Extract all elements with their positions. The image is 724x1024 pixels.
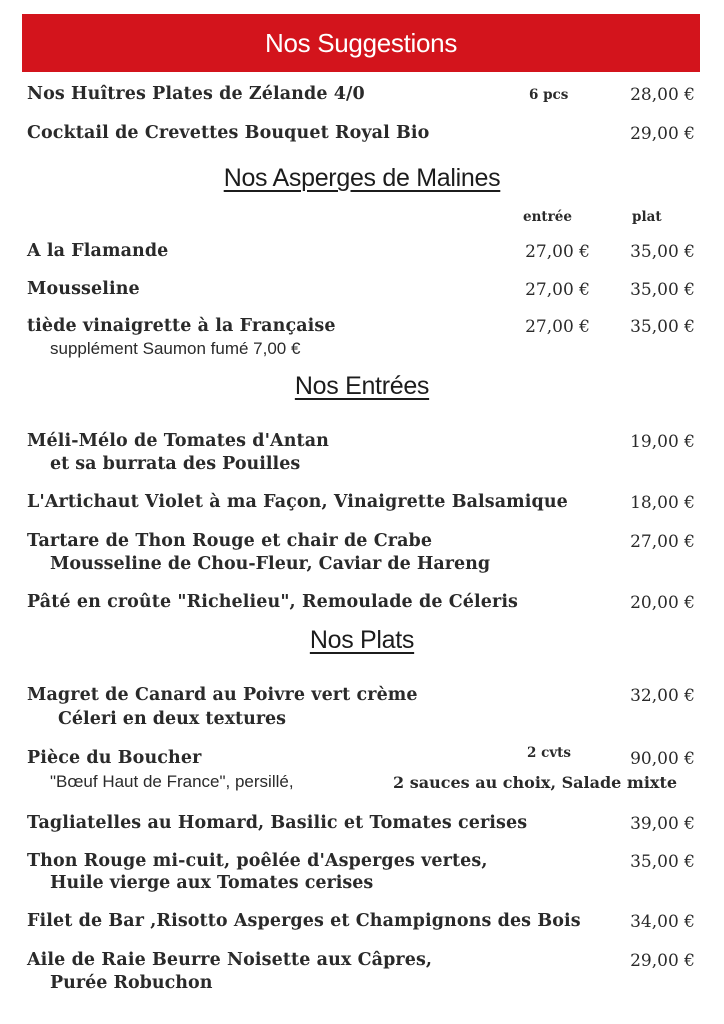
menu-item-name: Pâté en croûte "Richelieu", Remoulade de Céleris: [27, 592, 519, 612]
menu-item-price-plat: 35,00 €: [630, 280, 695, 300]
menu-item-price: 19,00 €: [630, 432, 695, 452]
menu-item-description: Purée Robuchon: [50, 973, 213, 993]
menu-item-description: Céleri en deux textures: [58, 709, 287, 729]
menu-item-price-entree: 27,00 €: [525, 317, 590, 337]
menu-item-price: 28,00 €: [630, 85, 695, 105]
menu-item-price-plat: 35,00 €: [630, 242, 695, 262]
menu-item-price: 29,00 €: [630, 124, 695, 144]
menu-item-price: 27,00 €: [630, 532, 695, 552]
menu-item-name: Cocktail de Crevettes Bouquet Royal Bio: [27, 123, 430, 143]
menu-item-quantity: 6 pcs: [529, 87, 569, 103]
menu-item-price-plat: 35,00 €: [630, 317, 695, 337]
menu-item-description: "Bœuf Haut de France", persillé,: [50, 772, 294, 791]
menu-item-price: 34,00 €: [630, 912, 695, 932]
menu-item-name: Mousseline: [27, 279, 140, 299]
menu-item-price: 29,00 €: [630, 951, 695, 971]
menu-item-supplement: supplément Saumon fumé 7,00 €: [50, 339, 301, 358]
column-header-plat: plat: [632, 209, 662, 225]
suggestions-banner: [22, 14, 700, 72]
menu-item-description: Huile vierge aux Tomates cerises: [50, 873, 374, 893]
menu-item-price: 39,00 €: [630, 814, 695, 834]
suggestions-title: Nos Suggestions: [264, 27, 458, 58]
menu-item-description: et sa burrata des Pouilles: [50, 454, 301, 474]
menu-item-name: Thon Rouge mi-cuit, poêlée d'Asperges vertes,: [27, 851, 488, 871]
menu-item-name: tiède vinaigrette à la Française: [27, 316, 336, 336]
column-header-entree: entrée: [523, 209, 572, 225]
menu-item-name: Filet de Bar ,Risotto Asperges et Champignons des Bois: [27, 911, 581, 931]
menu-item-price: 20,00 €: [630, 593, 695, 613]
menu-item-price-entree: 27,00 €: [525, 242, 590, 262]
menu-item-name: Méli-Mélo de Tomates d'Antan: [27, 431, 329, 451]
menu-item-name: Tartare de Thon Rouge et chair de Crabe: [27, 531, 433, 551]
menu-item-name: Pièce du Boucher: [27, 748, 202, 768]
menu-item-name: Nos Huîtres Plates de Zélande 4/0: [27, 84, 365, 104]
menu-item-description-sauces: 2 sauces au choix, Salade mixte: [393, 773, 678, 792]
section-heading-entrees: Nos Entrées: [294, 372, 430, 400]
section-heading-plats: Nos Plats: [309, 626, 415, 654]
menu-item-price: 18,00 €: [630, 493, 695, 513]
menu-item-name: Tagliatelles au Homard, Basilic et Tomates cerises: [27, 813, 528, 833]
menu-item-name: A la Flamande: [27, 241, 169, 261]
menu-item-name: Aile de Raie Beurre Noisette aux Câpres,: [27, 950, 433, 970]
section-heading-asperges: Nos Asperges de Malines: [223, 164, 501, 192]
menu-item-price-entree: 27,00 €: [525, 280, 590, 300]
menu-item-price: 90,00 €: [630, 749, 695, 769]
menu-item-name: Magret de Canard au Poivre vert crème: [27, 685, 418, 705]
menu-item-name: L'Artichaut Violet à ma Façon, Vinaigrette Balsamique: [27, 492, 568, 512]
menu-item-price: 35,00 €: [630, 852, 695, 872]
menu-item-price: 32,00 €: [630, 686, 695, 706]
menu-item-covers: 2 cvts: [527, 745, 571, 761]
menu-item-description: Mousseline de Chou-Fleur, Caviar de Hareng: [50, 554, 491, 574]
